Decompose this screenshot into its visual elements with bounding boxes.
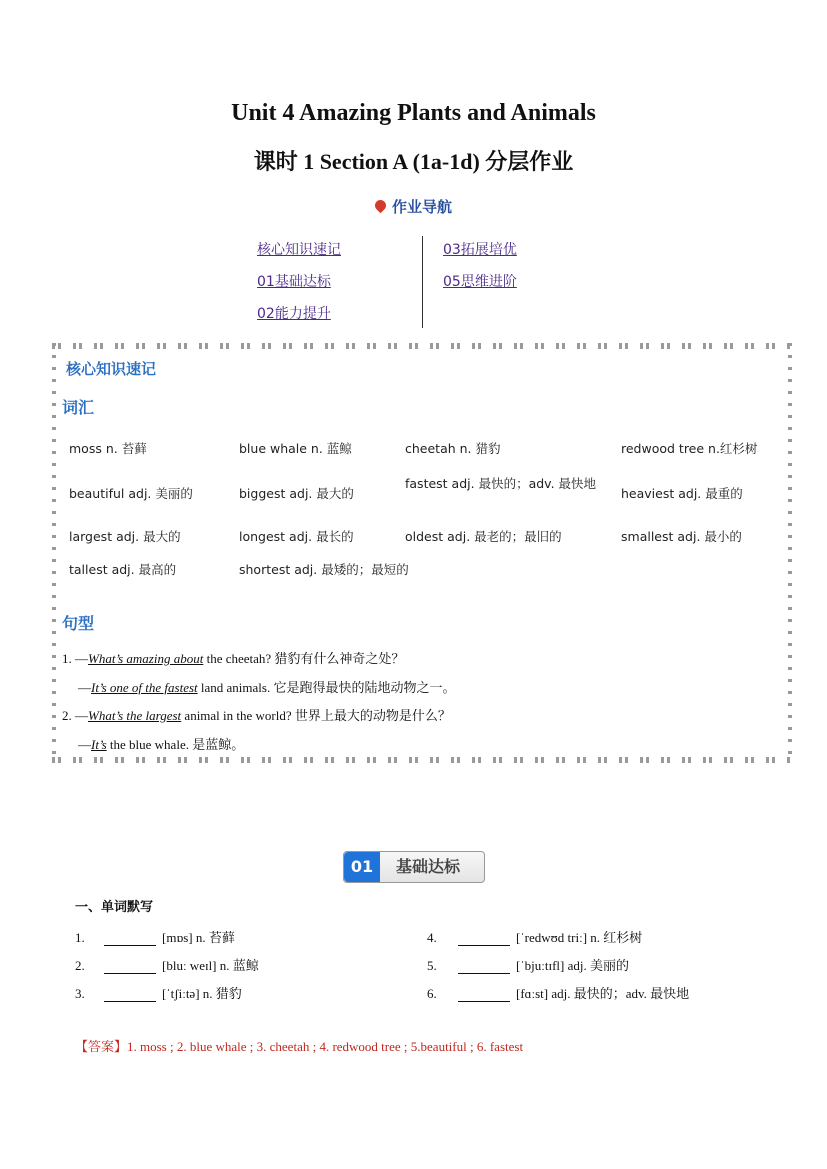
nav-heading bbox=[0, 196, 827, 217]
answer-text: 1. moss ; 2. blue whale ; 3. cheetah ; 4. redwood tree ; 5.beautiful ; 6. fastest bbox=[127, 1039, 524, 1054]
answer-blank[interactable] bbox=[104, 961, 156, 974]
vocab-item: cheetah n. 猎豹 bbox=[405, 441, 501, 456]
vocab-item: heaviest adj. 最重的 bbox=[621, 486, 743, 501]
sentence-line bbox=[62, 705, 451, 724]
vocab-item: blue whale n. 蓝鲸 bbox=[239, 441, 352, 456]
dictation-item bbox=[75, 983, 242, 1002]
sentence-key-phrase: It’s one of the fastest bbox=[91, 680, 198, 695]
item-number: 5. bbox=[427, 958, 437, 973]
dictation-item bbox=[427, 983, 689, 1002]
box-border-top bbox=[52, 343, 792, 349]
part-heading: 一、单词默写 bbox=[75, 900, 154, 915]
sentence-heading: 句型 bbox=[62, 614, 95, 633]
item-hint: [ˈredwʊd triː] n. 红杉树 bbox=[516, 930, 643, 945]
sentence-prefix: — bbox=[78, 737, 91, 752]
section-label: 基础达标 bbox=[396, 857, 461, 876]
dictation-item bbox=[75, 955, 259, 974]
nav-heading-label: 作业导航 bbox=[391, 198, 452, 216]
vocab-heading: 词汇 bbox=[62, 398, 95, 417]
dictation-item bbox=[427, 927, 642, 946]
vocab-item: fastest adj. 最快的；adv. 最快地 bbox=[405, 476, 597, 491]
nav-link-03[interactable]: 03拓展培优 bbox=[443, 242, 517, 258]
sentence-line bbox=[78, 734, 244, 753]
item-hint: [ˈtʃiːtə] n. 猎豹 bbox=[162, 986, 242, 1001]
item-number: 6. bbox=[427, 986, 437, 1001]
sentence-line bbox=[78, 677, 455, 696]
sentence-rest: the blue whale. 是蓝鲸。 bbox=[106, 737, 245, 752]
answer-blank[interactable] bbox=[458, 961, 510, 974]
vocab-item: longest adj. 最长的 bbox=[239, 529, 354, 544]
item-number: 2. bbox=[75, 958, 85, 973]
answer-blank[interactable] bbox=[104, 933, 156, 946]
location-pin-icon bbox=[373, 198, 389, 214]
sentence-prefix: 2. — bbox=[62, 708, 88, 723]
vocab-item: biggest adj. 最大的 bbox=[239, 486, 354, 501]
vocab-item: redwood tree n.红杉树 bbox=[621, 441, 758, 456]
dictation-item bbox=[75, 927, 235, 946]
answer-blank[interactable] bbox=[104, 989, 156, 1002]
vocab-item: largest adj. 最大的 bbox=[69, 529, 181, 544]
document-title: Unit 4 Amazing Plants and Animals bbox=[231, 100, 596, 126]
section-number: 01 bbox=[344, 852, 380, 882]
sentence-rest: animal in the world? 世界上最大的动物是什么？ bbox=[181, 708, 451, 723]
sentence-key-phrase: What’s amazing about bbox=[88, 651, 204, 666]
vocab-item: moss n. 苔藓 bbox=[69, 441, 147, 456]
answer-blank[interactable] bbox=[458, 933, 510, 946]
box-border-bottom bbox=[52, 757, 792, 763]
dictation-item bbox=[427, 955, 629, 974]
item-hint: [bluː weɪl] n. 蓝鲸 bbox=[162, 958, 259, 973]
vocab-item: smallest adj. 最小的 bbox=[621, 529, 742, 544]
sentence-line bbox=[62, 648, 404, 667]
sentence-rest: land animals. 它是跑得最快的陆地动物之一。 bbox=[197, 680, 456, 695]
item-number: 1. bbox=[75, 930, 85, 945]
sentence-prefix: — bbox=[78, 680, 91, 695]
knowledge-box bbox=[52, 343, 792, 763]
sentence-key-phrase: It’s bbox=[91, 737, 107, 752]
vocab-item: shortest adj. 最矮的；最短的 bbox=[239, 562, 409, 577]
item-number: 3. bbox=[75, 986, 85, 1001]
nav-link-05[interactable]: 05思维进阶 bbox=[443, 274, 517, 290]
vocab-item: oldest adj. 最老的；最旧的 bbox=[405, 529, 562, 544]
answer-blank[interactable] bbox=[458, 989, 510, 1002]
sentence-key-phrase: What’s the largest bbox=[88, 708, 182, 723]
answer-label: 【答案】 bbox=[75, 1039, 128, 1054]
vocab-item: beautiful adj. 美丽的 bbox=[69, 486, 193, 501]
item-hint: [fɑːst] adj. 最快的；adv. 最快地 bbox=[516, 986, 690, 1001]
item-hint: [ˈbjuːtɪfl] adj. 美丽的 bbox=[516, 958, 630, 973]
vocab-item: tallest adj. 最高的 bbox=[69, 562, 177, 577]
box-border-left bbox=[52, 343, 56, 763]
document-subtitle: 课时 1 Section A (1a-1d) 分层作业 bbox=[253, 149, 574, 174]
nav-link-02[interactable]: 02能力提升 bbox=[257, 306, 331, 322]
item-number: 4. bbox=[427, 930, 437, 945]
nav-link-core-knowledge[interactable]: 核心知识速记 bbox=[257, 242, 341, 258]
section-badge bbox=[343, 851, 485, 883]
nav-divider bbox=[422, 236, 423, 328]
nav-link-01[interactable]: 01基础达标 bbox=[257, 274, 331, 290]
sentence-rest: the cheetah? 猎豹有什么神奇之处？ bbox=[203, 651, 405, 666]
box-border-right bbox=[788, 343, 792, 763]
answer-line bbox=[75, 1036, 523, 1055]
knowledge-heading: 核心知识速记 bbox=[66, 360, 157, 378]
sentence-prefix: 1. — bbox=[62, 651, 88, 666]
item-hint: [mɒs] n. 苔藓 bbox=[162, 930, 235, 945]
